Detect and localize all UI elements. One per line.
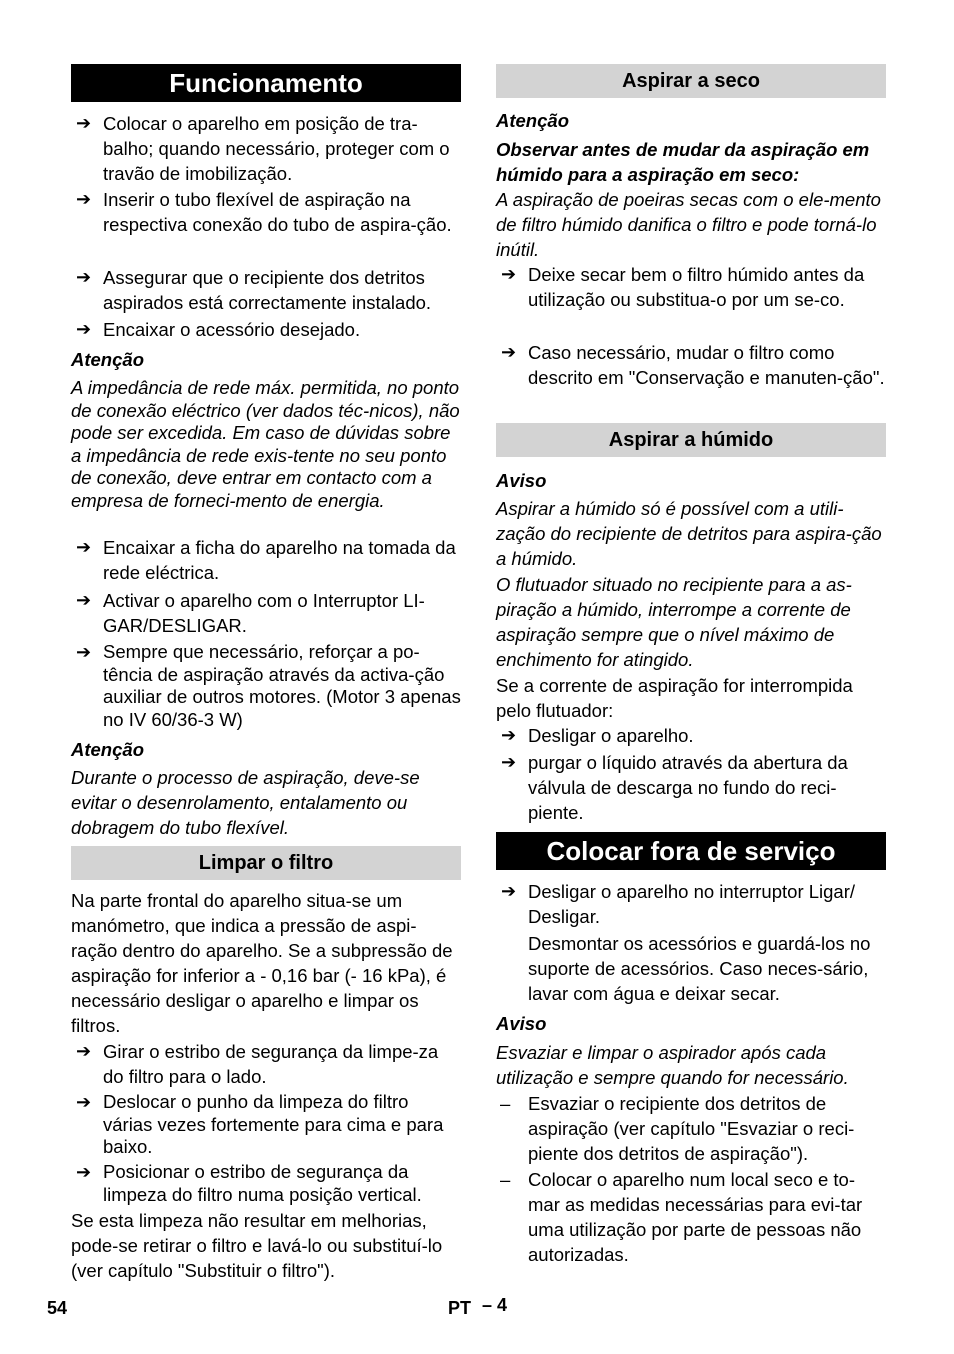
section-heading-aspirar-humido: Aspirar a húmido bbox=[496, 423, 886, 457]
section-heading-aspirar-seco: Aspirar a seco bbox=[496, 64, 886, 98]
list-item: ➔ purgar o líquido através da abertura da válvula de descarga no fundo do reci-piente. bbox=[501, 752, 848, 823]
arrow-right-icon: ➔ bbox=[501, 752, 517, 772]
section-heading-colocar-fora: Colocar fora de serviço bbox=[496, 832, 886, 870]
attention-text: A aspiração de poeiras secas com o ele-mento de filtro húmido danifica o filtro e pode torná-lo inútil. bbox=[496, 189, 881, 260]
arrow-right-icon: ➔ bbox=[76, 1162, 92, 1182]
paragraph: Na parte frontal do aparelho situa-se um manómetro, que indica a pressão de aspi-ração dentro do aparelho. Se a subpressão de aspiração for inferior a - 0,16 bar (- 16 kPa), é necessário desligar o aparelho e limpar os filtros. bbox=[71, 890, 453, 1036]
aviso-label: Aviso bbox=[496, 470, 547, 491]
arrow-right-icon: ➔ bbox=[501, 342, 517, 362]
list-item: – Colocar o aparelho num local seco e to-mar as medidas necessárias para evi-tar uma utilização por parte de pessoas não autorizadas. bbox=[500, 1169, 863, 1265]
list-item: ➔ Encaixar a ficha do aparelho na tomada da rede eléctrica. bbox=[76, 537, 456, 583]
arrow-right-icon: ➔ bbox=[501, 725, 517, 745]
footer-language: PT bbox=[448, 1298, 472, 1318]
list-item: ➔ Posicionar o estribo de segurança da limpeza do filtro numa posição vertical. bbox=[76, 1161, 422, 1205]
aviso-text: Esvaziar e limpar o aspirador após cada utilização e sempre quando for necessário. bbox=[496, 1042, 849, 1088]
list-item: ➔ Inserir o tubo flexível de aspiração na respectiva conexão do tubo de aspira-ção. bbox=[76, 189, 452, 235]
list-item: ➔ Deslocar o punho da limpeza do filtro várias vezes fortemente para cima e para baixo. bbox=[76, 1091, 444, 1158]
list-item: – Esvaziar o recipiente dos detritos de aspiração (ver capítulo "Esvaziar o reci-piente dos detritos de aspiração"). bbox=[500, 1093, 855, 1164]
aviso-text: O flutuador situado no recipiente para a as-piração a húmido, interrompe a corrente de aspiração sempre que o nível máximo de enchimento for atingido. bbox=[496, 574, 852, 670]
list-item: ➔ Activar o aparelho com o Interruptor LI-GAR/DESLIGAR. bbox=[76, 590, 425, 636]
arrow-right-icon: ➔ bbox=[501, 264, 517, 284]
list-item: ➔ Girar o estribo de segurança da limpe-za do filtro para o lado. bbox=[76, 1041, 439, 1087]
arrow-right-icon: ➔ bbox=[76, 189, 92, 209]
section-heading-limpar-filtro: Limpar o filtro bbox=[71, 846, 461, 880]
dash-bullet: – bbox=[500, 1093, 511, 1114]
list-item: ➔ Desligar o aparelho. bbox=[501, 725, 694, 746]
arrow-right-icon: ➔ bbox=[76, 1041, 92, 1061]
aviso-text: Aspirar a húmido só é possível com a utili-zação do recipiente de detritos para aspira-ção a húmido. bbox=[496, 498, 882, 569]
arrow-right-icon: ➔ bbox=[76, 642, 92, 662]
page-number: 54 bbox=[47, 1298, 68, 1318]
list-item: ➔ Caso necessário, mudar o filtro como descrito em "Conservação e manuten-ção". bbox=[501, 342, 885, 388]
paragraph: Se esta limpeza não resultar em melhorias, pode-se retirar o filtro e lavá-lo ou substituí-lo (ver capítulo "Substituir o filtro"). bbox=[71, 1210, 443, 1281]
list-item: ➔ Assegurar que o recipiente dos detritos aspirados está correctamente instalado. bbox=[76, 267, 432, 313]
section-heading-funcionamento: Funcionamento bbox=[71, 64, 461, 102]
attention-text: A impedância de rede máx. permitida, no ponto de conexão eléctrico (ver dados téc-nicos), não pode ser excedida. Em caso de dúvidas sobre a impedância de rede exis-tente no seu ponto de conexão, deve entrar em contacto com a empresa de forneci-mento de energia. bbox=[71, 377, 460, 511]
list-item: ➔ Colocar o aparelho em posição de tra-balho; quando necessário, proteger com o travão de imobilização. bbox=[76, 113, 450, 184]
arrow-right-icon: ➔ bbox=[76, 537, 92, 557]
arrow-right-icon: ➔ bbox=[76, 267, 92, 287]
arrow-right-icon: ➔ bbox=[76, 113, 92, 133]
list-item: ➔ Deixe secar bem o filtro húmido antes da utilização ou substitua-o por um se-co. bbox=[501, 264, 865, 310]
list-item: ➔ Sempre que necessário, reforçar a po-tência de aspiração através da activa-ção auxiliar de outros motores. (Motor 3 apenas no IV 60/36-3 W) bbox=[76, 641, 461, 730]
attention-label: Atenção bbox=[496, 110, 569, 131]
aviso-label: Aviso bbox=[496, 1013, 547, 1034]
paragraph: Desmontar os acessórios e guardá-los no suporte de acessórios. Caso neces-sário, lavar com água e deixar secar. bbox=[528, 933, 871, 1004]
attention-text: Durante o processo de aspiração, deve-se evitar o desenrolamento, entalamento ou dobragem do tubo flexível. bbox=[71, 767, 420, 838]
attention-bold-text: Observar antes de mudar da aspiração em húmido para a aspiração em seco: bbox=[496, 139, 870, 185]
attention-label: Atenção bbox=[71, 739, 144, 760]
footer-page-sub: – 4 bbox=[482, 1295, 508, 1315]
dash-bullet: – bbox=[500, 1169, 511, 1190]
arrow-right-icon: ➔ bbox=[76, 1092, 92, 1112]
list-item: ➔ Encaixar o acessório desejado. bbox=[76, 319, 361, 340]
arrow-right-icon: ➔ bbox=[76, 319, 92, 339]
attention-label: Atenção bbox=[71, 349, 144, 370]
list-item: ➔ Desligar o aparelho no interruptor Ligar/ Desligar. bbox=[501, 881, 856, 927]
paragraph: Se a corrente de aspiração for interrompida pelo flutuador: bbox=[496, 675, 853, 721]
arrow-right-icon: ➔ bbox=[76, 590, 92, 610]
arrow-right-icon: ➔ bbox=[501, 881, 517, 901]
